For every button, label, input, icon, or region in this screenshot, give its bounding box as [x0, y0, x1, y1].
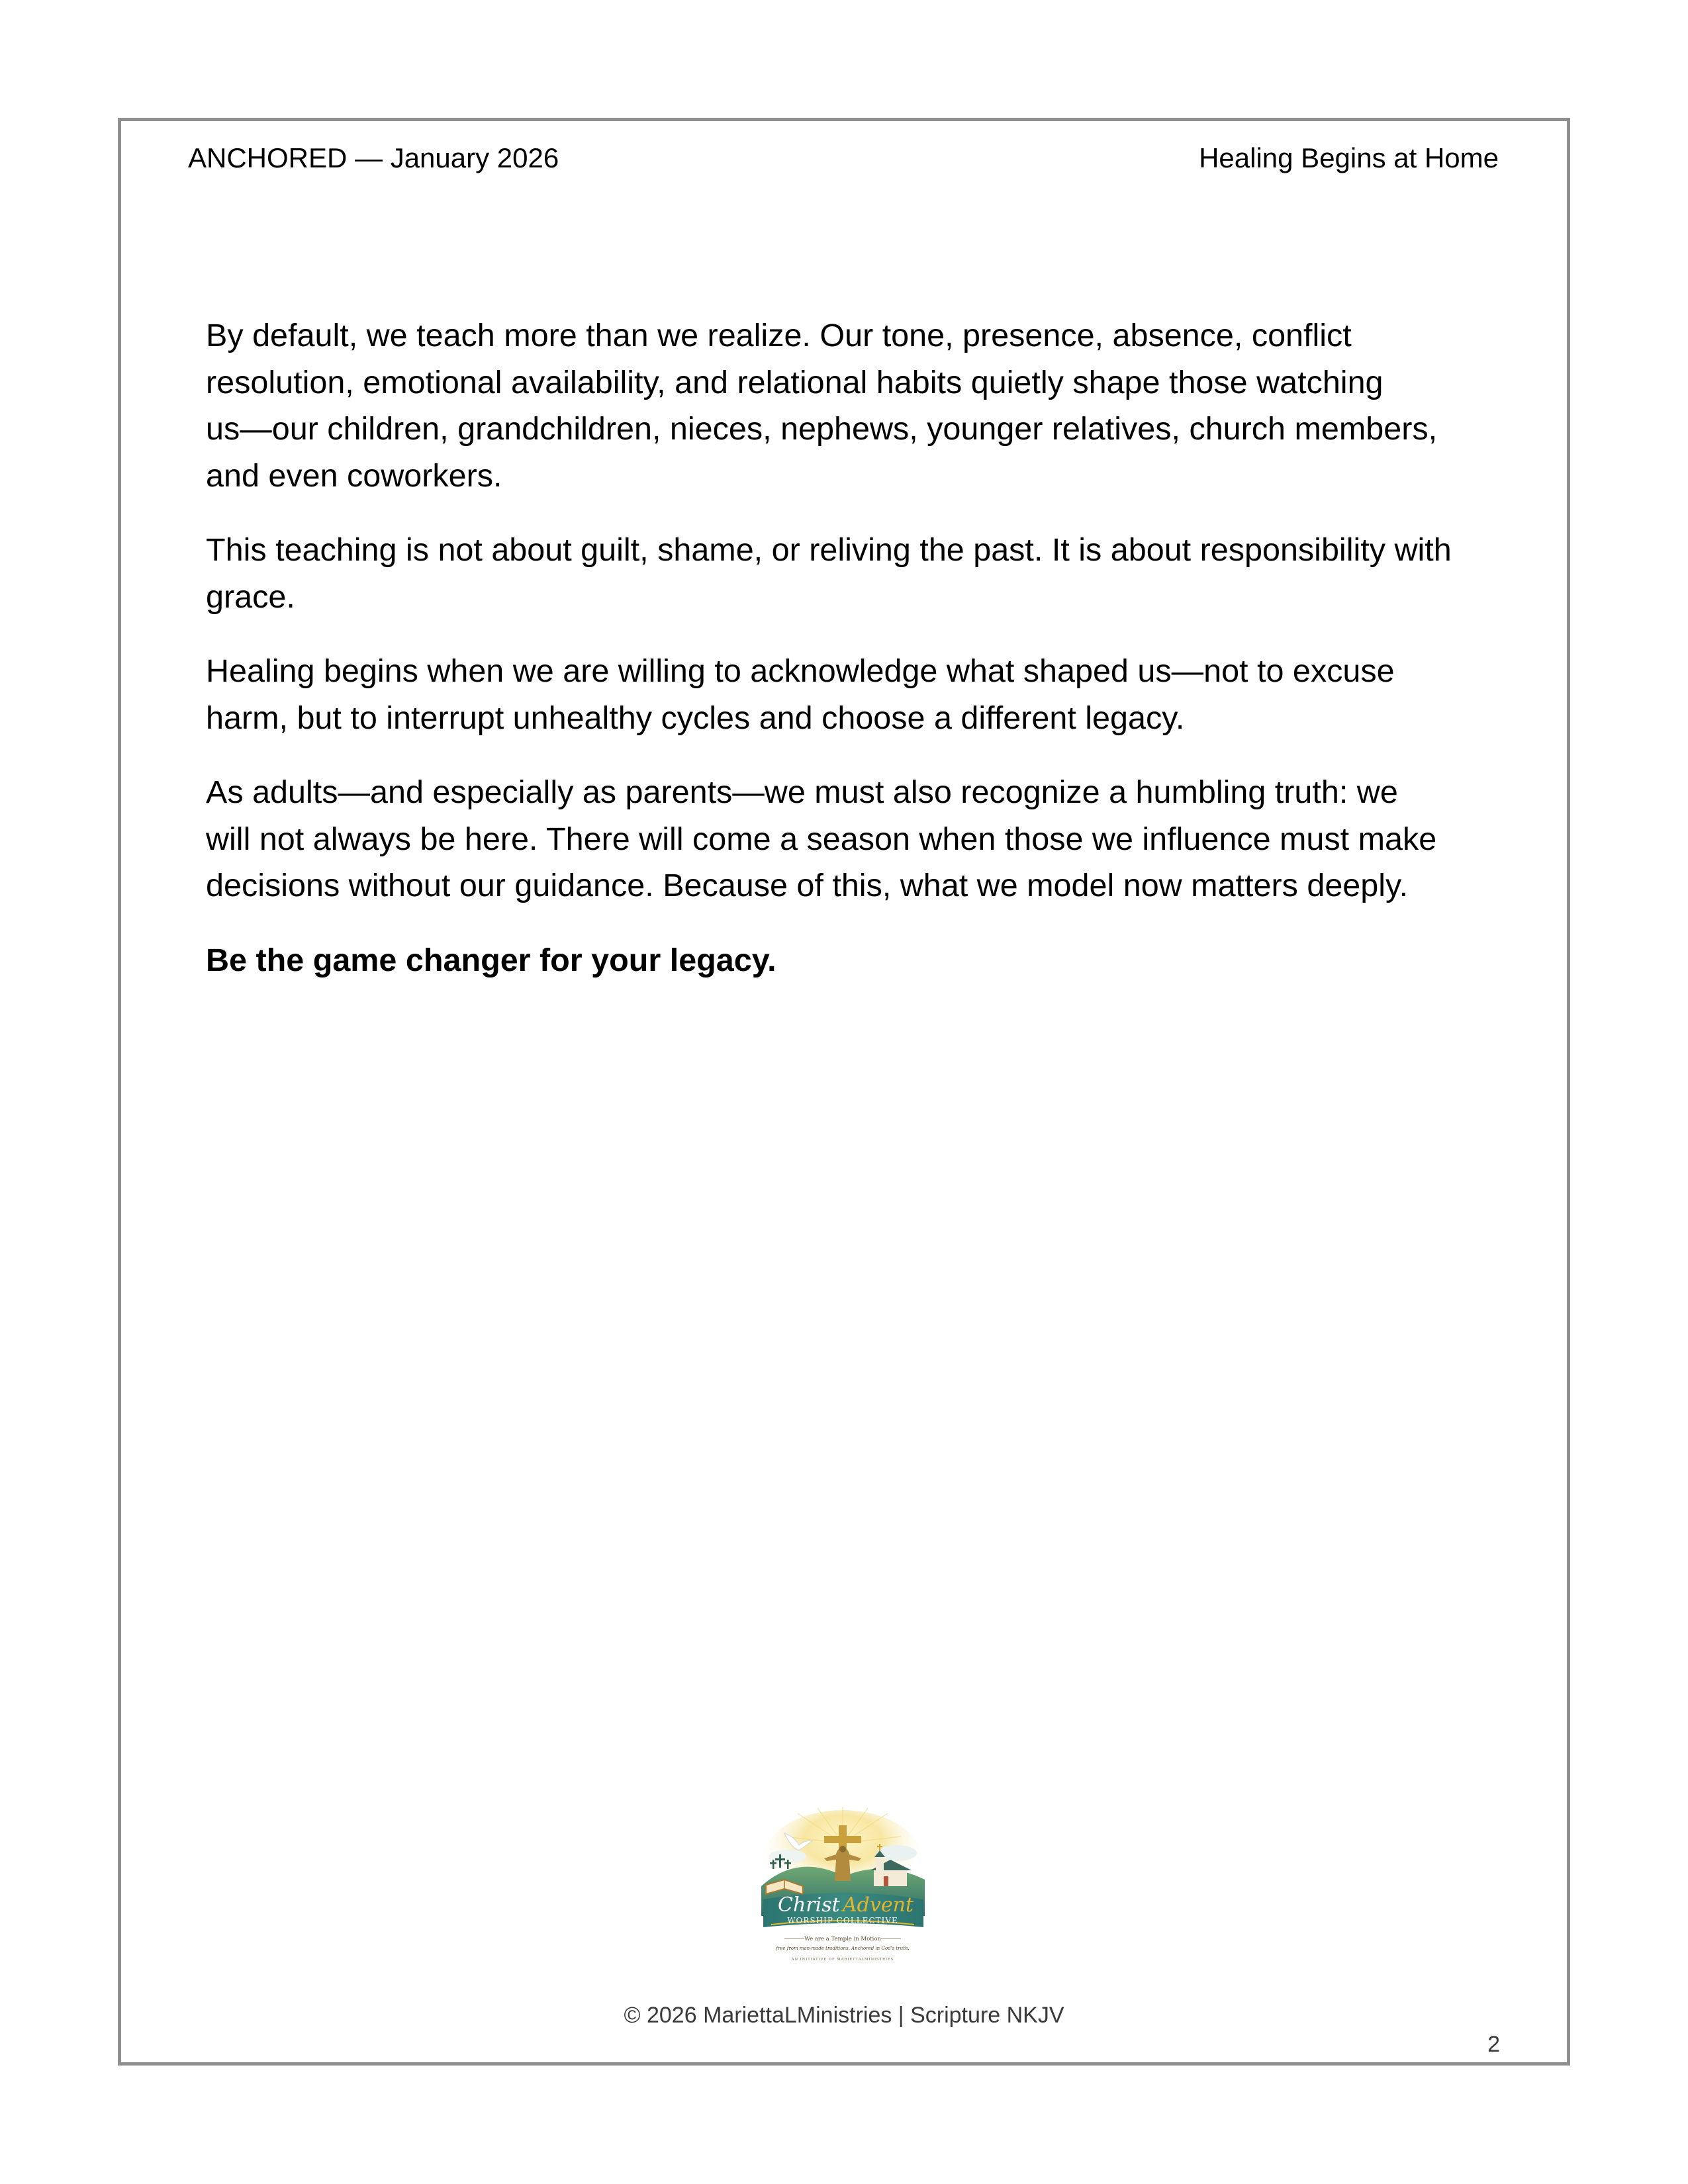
- text-line: harm, but to interrupt unhealthy cycles and choose a different legacy.: [206, 700, 1185, 736]
- logo-title-advent: Advent: [843, 1893, 914, 1917]
- body-text: [206, 312, 1503, 1011]
- svg-text:AN INITIATIVE OF MARIETTALMINI: AN INITIATIVE OF MARIETTALMINISTRIES: [791, 1958, 894, 1962]
- text-line: resolution, emotional availability, and relational habits quietly shape those watching: [206, 364, 1383, 400]
- closing-statement: Be the game changer for your legacy.: [206, 942, 776, 978]
- paragraph: [206, 312, 1503, 499]
- footer-copyright: © 2026 MariettaLMinistries | Scripture NKJV: [624, 2003, 1064, 2028]
- logo-title-christ: Christ: [778, 1893, 840, 1917]
- running-header-right: Healing Begins at Home: [1199, 142, 1499, 173]
- svg-text:WORSHIP COLLECTIVE: WORSHIP COLLECTIVE: [787, 1916, 898, 1925]
- text-line: By default, we teach more than we realize. Our tone, presence, absence, conflict: [206, 318, 1352, 353]
- christ-advent-logo: [758, 1807, 927, 1972]
- text-line: This teaching is not about guilt, shame, or reliving the past. It is about responsibility with: [206, 532, 1452, 568]
- text-line: Healing begins when we are willing to acknowledge what shaped us—not to excuse: [206, 653, 1395, 689]
- paragraph: [206, 769, 1503, 909]
- page-number: 2: [1487, 2032, 1500, 2057]
- text-line: decisions without our guidance. Because of this, what we model now matters deeply.: [206, 868, 1409, 903]
- svg-text:free from man-made traditions,: free from man-made traditions, Anchored in God's truth.: [776, 1946, 910, 1951]
- paragraph: [206, 648, 1503, 741]
- text-line: will not always be here. There will come a season when those we influence must make: [206, 821, 1437, 857]
- running-header-left: ANCHORED — January 2026: [188, 142, 559, 173]
- paragraph: [206, 527, 1503, 620]
- text-line: As adults—and especially as parents—we must also recognize a humbling truth: we: [206, 774, 1398, 810]
- text-line: and even coworkers.: [206, 457, 502, 494]
- svg-text:We are a Temple in Motion: We are a Temple in Motion: [804, 1936, 881, 1942]
- text-line: grace.: [206, 578, 295, 615]
- text-line: us—our children, grandchildren, nieces, nephews, younger relatives, church members,: [206, 411, 1438, 447]
